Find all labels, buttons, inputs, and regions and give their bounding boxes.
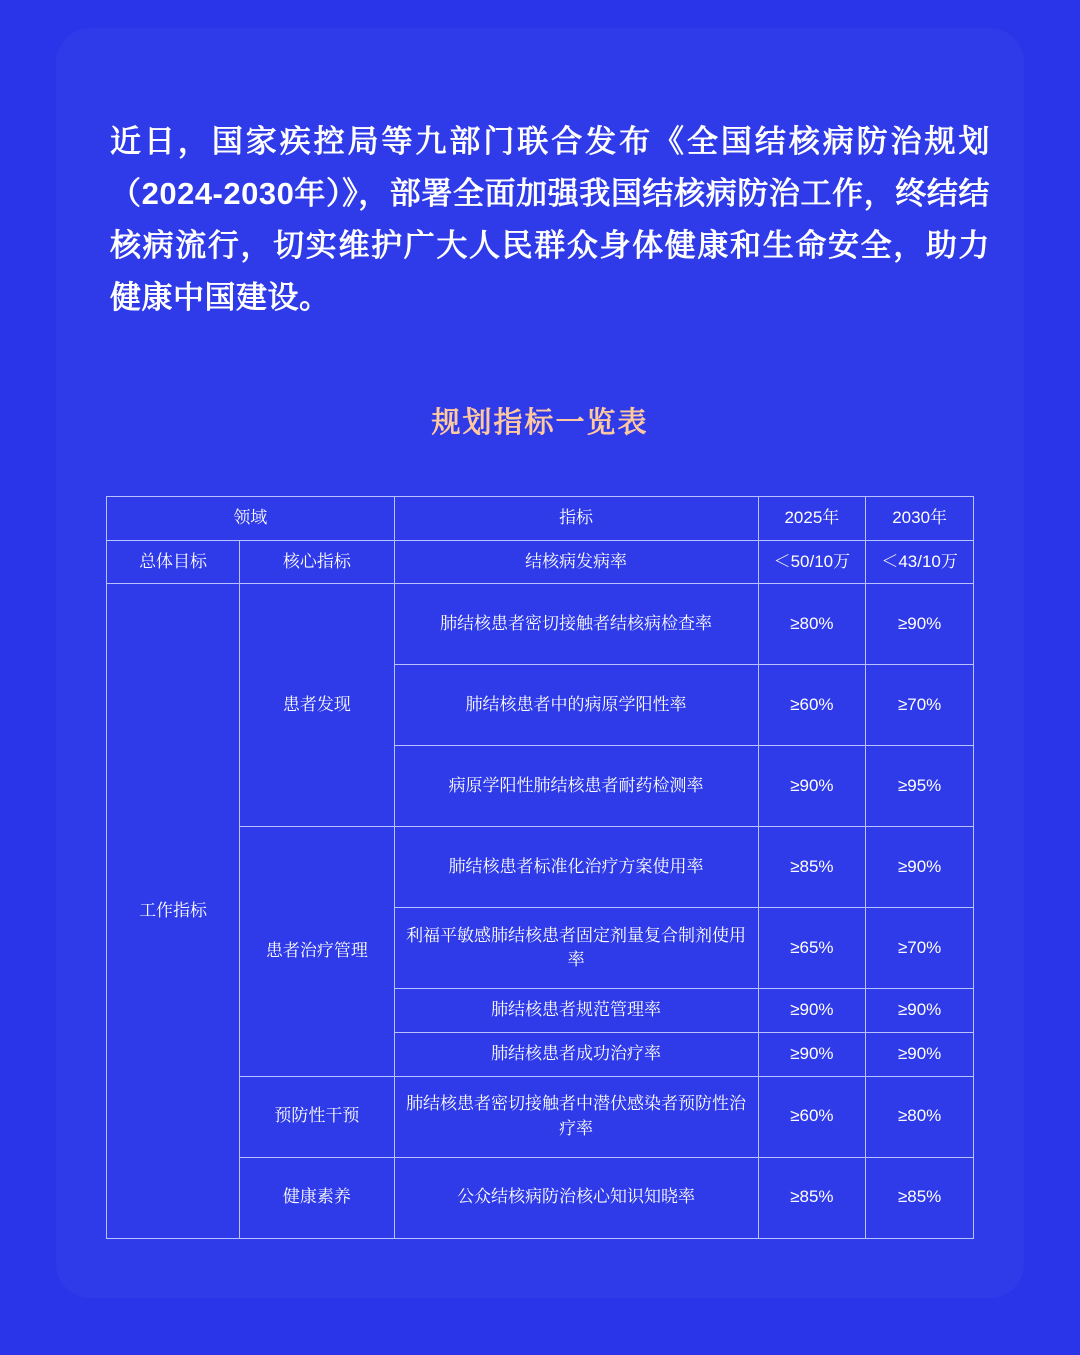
value-2030: ≥70% (866, 665, 974, 746)
subgroup-label-case-finding: 患者发现 (240, 584, 394, 827)
value-2025: ≥80% (758, 584, 866, 665)
value-2030: ≥80% (866, 1076, 974, 1157)
indicator-label: 肺结核患者成功治疗率 (394, 1032, 758, 1076)
table-title: 规划指标一览表 (431, 407, 649, 439)
indicator-label: 肺结核患者中的病原学阳性率 (394, 665, 758, 746)
value-2030: ≥95% (866, 746, 974, 827)
indicator-label: 利福平敏感肺结核患者固定剂量复合制剂使用率 (394, 908, 758, 989)
intro-paragraph: 近日，国家疾控局等九部门联合发布《全国结核病防治规划（2024-2030年）》，部署全面加强我国结核病防治工作，终结结核病流行，切实维护广大人民群众身体健康和生命安全，助力健康中国建设。 (110, 124, 990, 315)
table-row (107, 540, 974, 584)
value-2025: ≥85% (758, 1157, 866, 1238)
indicator-label: 肺结核患者规范管理率 (394, 989, 758, 1033)
indicator-label: 肺结核患者标准化治疗方案使用率 (394, 827, 758, 908)
indicator-label: 结核病发病率 (394, 540, 758, 584)
subgroup-label-health-literacy: 健康素养 (240, 1157, 394, 1238)
value-2025: ≥85% (758, 827, 866, 908)
value-2025: ≥90% (758, 1032, 866, 1076)
value-2030: ≥90% (866, 827, 974, 908)
value-2025: ≥60% (758, 665, 866, 746)
header-year-2030: 2030年 (866, 497, 974, 541)
value-2025: ≥90% (758, 746, 866, 827)
indicator-label: 肺结核患者密切接触者结核病检查率 (394, 584, 758, 665)
header-year-2025: 2025年 (758, 497, 866, 541)
plan-table-container (106, 496, 974, 1239)
table-body (107, 540, 974, 1238)
value-2030: ≥90% (866, 989, 974, 1033)
table-row (107, 584, 974, 665)
header-indicator: 指标 (394, 497, 758, 541)
value-2030: ≥90% (866, 1032, 974, 1076)
subgroup-label-core: 核心指标 (240, 540, 394, 584)
value-2030: ＜43/10万 (866, 540, 974, 584)
indicator-label: 病原学阳性肺结核患者耐药检测率 (394, 746, 758, 827)
value-2025: ≥60% (758, 1076, 866, 1157)
subgroup-label-prevention: 预防性干预 (240, 1076, 394, 1157)
group-label-overall: 总体目标 (107, 540, 240, 584)
poster-card (56, 28, 1024, 1298)
group-label-work: 工作指标 (107, 584, 240, 1238)
table-head (107, 497, 974, 541)
indicator-label: 公众结核病防治核心知识知晓率 (394, 1157, 758, 1238)
value-2025: ＜50/10万 (758, 540, 866, 584)
value-2025: ≥90% (758, 989, 866, 1033)
value-2025: ≥65% (758, 908, 866, 989)
value-2030: ≥90% (866, 584, 974, 665)
value-2030: ≥70% (866, 908, 974, 989)
table-header-row (107, 497, 974, 541)
indicator-label: 肺结核患者密切接触者中潜伏感染者预防性治疗率 (394, 1076, 758, 1157)
header-domain: 领域 (107, 497, 395, 541)
plan-indicator-table (106, 496, 974, 1239)
subgroup-label-treatment-mgmt: 患者治疗管理 (240, 827, 394, 1076)
value-2030: ≥85% (866, 1157, 974, 1238)
